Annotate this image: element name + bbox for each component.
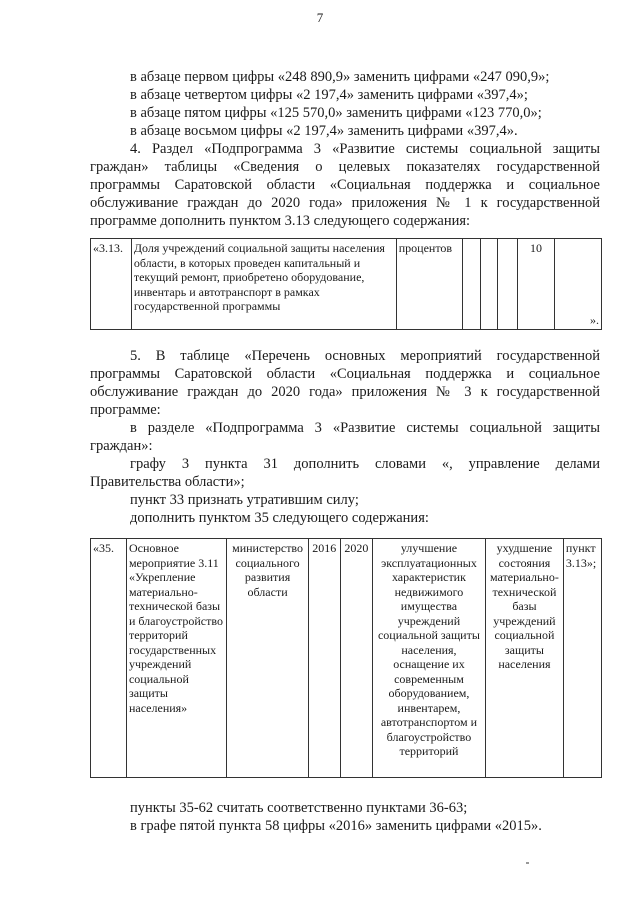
table-cell-name: Основное мероприятие 3.11 «Укрепление материально-технической базы и благоустройство территорий государственных учреждений социальной защиты населения» bbox=[126, 539, 226, 778]
text-line: обслуживание граждан до 2020 года» приложения № 1 к государственной bbox=[90, 195, 600, 211]
page-number: 7 bbox=[316, 10, 324, 25]
text-line: 4. Раздел «Подпрограмма 3 «Развитие системы социальной защиты bbox=[130, 141, 600, 157]
table-cell-num: «35. bbox=[91, 539, 127, 778]
table-cell bbox=[480, 239, 498, 330]
text-line: дополнить пунктом 35 следующего содержания: bbox=[130, 510, 429, 526]
table-row bbox=[91, 239, 602, 330]
table-cell-consequence: ухудшение состояния материально-технической базы учреждений социальной защиты населения bbox=[486, 539, 564, 778]
table-cell-year-end: 2020 bbox=[340, 539, 372, 778]
text-line: в абзаце первом цифры «248 890,9» заменить цифрами «247 090,9»; bbox=[130, 69, 550, 85]
text-line: в разделе «Подпрограмма 3 «Развитие системы социальной защиты bbox=[130, 420, 600, 436]
indicator-table bbox=[90, 238, 602, 330]
text-line: граждан» таблицы «Сведения о целевых показателях государственной bbox=[90, 159, 600, 175]
table-cell bbox=[462, 239, 480, 330]
text-line: программы Саратовской области «Социальная поддержка и социальное bbox=[90, 177, 600, 193]
scan-speck bbox=[526, 862, 529, 864]
table-cell-unit: процентов bbox=[396, 239, 462, 330]
text-line: в абзаце четвертом цифры «2 197,4» заменить цифрами «397,4»; bbox=[130, 87, 528, 103]
measures-table bbox=[90, 538, 602, 778]
table-cell-executor: министерство социального развития области bbox=[227, 539, 308, 778]
text-line: в абзаце пятом цифры «125 570,0» заменить цифрами «123 770,0»; bbox=[130, 105, 542, 121]
text-line: обслуживание граждан до 2020 года» приложения № 3 к государственной bbox=[90, 384, 600, 400]
text-line: программы Саратовской области «Социальная поддержка и социальное bbox=[90, 366, 600, 382]
table-cell-link: пункт 3.13»; bbox=[563, 539, 601, 778]
text-line: пункт 33 признать утратившим силу; bbox=[130, 492, 359, 508]
table-cell-name: Доля учреждений социальной защиты населения области, в которых проведен капитальный и текущий ремонт, приобретено оборудование, инвентарь и автотранспорт в рамках государственной программы bbox=[131, 239, 396, 330]
text-line: программе: bbox=[90, 402, 161, 418]
table-cell-num: «3.13. bbox=[91, 239, 132, 330]
text-line: программе дополнить пунктом 3.13 следующего содержания: bbox=[90, 213, 471, 229]
text-line: в графе пятой пункта 58 цифры «2016» заменить цифрами «2015». bbox=[130, 818, 542, 834]
table-cell bbox=[498, 239, 518, 330]
table-cell-year-start: 2016 bbox=[308, 539, 340, 778]
text-line: граждан»: bbox=[90, 438, 153, 454]
text-line: Правительства области»; bbox=[90, 474, 245, 490]
text-line: графу 3 пункта 31 дополнить словами «, управление делами bbox=[130, 456, 600, 472]
table-cell-closing: ». bbox=[554, 239, 601, 330]
text-line: 5. В таблице «Перечень основных мероприятий государственной bbox=[130, 348, 600, 364]
table-cell-value: 10 bbox=[518, 239, 555, 330]
table-row bbox=[91, 539, 602, 778]
text-line: пункты 35-62 считать соответственно пунктами 36-63; bbox=[130, 800, 468, 816]
table-cell-result: улучшение эксплуатационных характеристик недвижимого имущества учреждений социальной защиты населения, оснащение их современным оборудованием, инвентарем, автотранспортом и благоустройство территорий bbox=[372, 539, 485, 778]
text-line: в абзаце восьмом цифры «2 197,4» заменить цифрами «397,4». bbox=[130, 123, 518, 139]
